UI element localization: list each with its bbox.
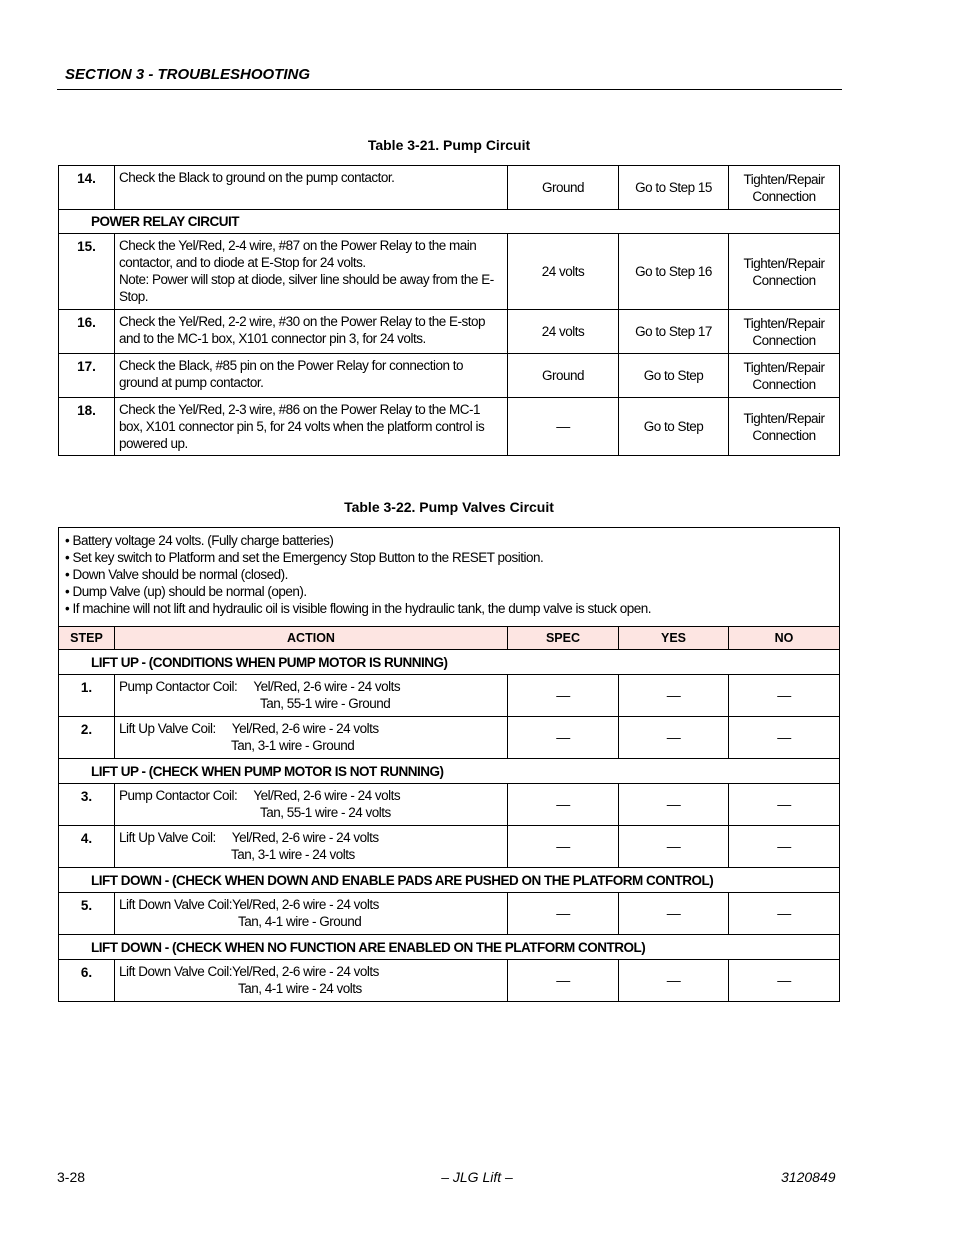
- document-number: 3120849: [781, 1169, 836, 1185]
- step-number: 3.: [59, 784, 115, 826]
- table-row: [59, 354, 840, 398]
- table-row: [59, 893, 840, 935]
- action-cell: Pump Contactor Coil: Yel/Red, 2-6 wire - 24 volts Tan, 55-1 wire - Ground: [115, 675, 508, 717]
- no-cell: —: [729, 675, 840, 717]
- table-row: [59, 717, 840, 759]
- action-cell: Check the Yel/Red, 2-2 wire, #30 on the Power Relay to the E-stop and to the MC-1 box, X101 connector pin 3, for 24 volts.: [115, 310, 508, 354]
- action-cell: Check the Black, #85 pin on the Power Relay for connection to ground at pump contactor.: [115, 354, 508, 398]
- no-cell: —: [729, 826, 840, 868]
- spec-cell: Ground: [508, 354, 619, 398]
- spec-cell: —: [508, 398, 619, 456]
- step-number: 5.: [59, 893, 115, 935]
- yes-cell: —: [619, 960, 729, 1002]
- spec-cell: Ground: [508, 166, 619, 210]
- no-cell: Tighten/Repair Connection: [729, 166, 840, 210]
- step-number: 1.: [59, 675, 115, 717]
- step-number: 6.: [59, 960, 115, 1002]
- pump-valves-table: [58, 527, 840, 1002]
- page-number: 3-28: [57, 1169, 86, 1185]
- subheader-row: [59, 210, 840, 234]
- header-rule: [57, 89, 842, 90]
- step-number: 14.: [59, 166, 115, 210]
- action-cell: Lift Down Valve Coil:Yel/Red, 2-6 wire - 24 volts Tan, 4-1 wire - Ground: [115, 893, 508, 935]
- subheader-row: [59, 759, 840, 784]
- yes-cell: —: [619, 784, 729, 826]
- subheader-lift-down-no-function: LIFT DOWN - (CHECK WHEN NO FUNCTION ARE ENABLED ON THE PLATFORM CONTROL): [59, 935, 840, 960]
- table-row: [59, 310, 840, 354]
- spec-cell: 24 volts: [508, 310, 619, 354]
- table-row: [59, 166, 840, 210]
- no-cell: Tighten/Repair Connection: [729, 234, 840, 310]
- footer-brand: – JLG Lift –: [441, 1169, 513, 1185]
- list-item: • Battery voltage 24 volts. (Fully charge batteries): [65, 533, 334, 548]
- yes-cell: —: [619, 893, 729, 935]
- subheader-lift-up-not-running: LIFT UP - (CHECK WHEN PUMP MOTOR IS NOT RUNNING): [59, 759, 840, 784]
- subheader-row: [59, 868, 840, 893]
- section-header: SECTION 3 - TROUBLESHOOTING: [65, 66, 311, 83]
- spec-cell: —: [508, 717, 619, 759]
- subheader-lift-down-pads: LIFT DOWN - (CHECK WHEN DOWN AND ENABLE PADS ARE PUSHED ON THE PLATFORM CONTROL): [59, 868, 840, 893]
- yes-cell: Go to Step 15: [619, 166, 729, 210]
- table-row: [59, 398, 840, 456]
- yes-cell: —: [619, 675, 729, 717]
- subheader-power-relay: POWER RELAY CIRCUIT: [59, 210, 840, 234]
- table-row: [59, 675, 840, 717]
- no-cell: Tighten/Repair Connection: [729, 398, 840, 456]
- spec-cell: —: [508, 893, 619, 935]
- yes-cell: Go to Step 16: [619, 234, 729, 310]
- spec-cell: 24 volts: [508, 234, 619, 310]
- table-row: [59, 234, 840, 310]
- list-item: • If machine will not lift and hydraulic oil is visible flowing in the hydraulic tank, the dump valve is stuck open.: [65, 601, 652, 616]
- subheader-row: [59, 935, 840, 960]
- action-cell: Check the Black to ground on the pump contactor.: [115, 166, 508, 210]
- column-header-spec: SPEC: [508, 627, 619, 650]
- subheader-row: [59, 650, 840, 675]
- spec-cell: —: [508, 826, 619, 868]
- no-cell: —: [729, 717, 840, 759]
- no-cell: —: [729, 893, 840, 935]
- action-cell: Pump Contactor Coil: Yel/Red, 2-6 wire - 24 volts Tan, 55-1 wire - 24 volts: [115, 784, 508, 826]
- table2-caption: Table 3-22. Pump Valves Circuit: [344, 499, 554, 515]
- column-header-row: [59, 627, 840, 650]
- column-header-no: NO: [729, 627, 840, 650]
- spec-cell: —: [508, 784, 619, 826]
- action-cell: Lift Up Valve Coil: Yel/Red, 2-6 wire - 24 volts Tan, 3-1 wire - 24 volts: [115, 826, 508, 868]
- notes-row: [59, 528, 840, 627]
- yes-cell: —: [619, 717, 729, 759]
- table-row: [59, 960, 840, 1002]
- column-header-action: ACTION: [115, 627, 508, 650]
- yes-cell: —: [619, 826, 729, 868]
- notes-list: [59, 528, 840, 627]
- step-number: 17.: [59, 354, 115, 398]
- spec-cell: —: [508, 675, 619, 717]
- yes-cell: Go to Step 17: [619, 310, 729, 354]
- subheader-lift-up-running: LIFT UP - (CONDITIONS WHEN PUMP MOTOR IS RUNNING): [59, 650, 840, 675]
- step-number: 4.: [59, 826, 115, 868]
- step-number: 2.: [59, 717, 115, 759]
- no-cell: Tighten/Repair Connection: [729, 310, 840, 354]
- no-cell: —: [729, 960, 840, 1002]
- no-cell: Tighten/Repair Connection: [729, 354, 840, 398]
- table-row: [59, 826, 840, 868]
- column-header-yes: YES: [619, 627, 729, 650]
- step-number: 15.: [59, 234, 115, 310]
- step-number: 16.: [59, 310, 115, 354]
- action-cell: Check the Yel/Red, 2-4 wire, #87 on the Power Relay to the main contactor, and to diode at E-Stop for 24 volts. Note: Power will stop at diode, silver line should be away from the E- Stop.: [115, 234, 508, 310]
- action-cell: Lift Down Valve Coil:Yel/Red, 2-6 wire - 24 volts Tan, 4-1 wire - 24 volts: [115, 960, 508, 1002]
- list-item: • Down Valve should be normal (closed).: [65, 567, 288, 582]
- list-item: • Set key switch to Platform and set the Emergency Stop Button to the RESET position.: [65, 550, 544, 565]
- yes-cell: Go to Step: [619, 354, 729, 398]
- no-cell: —: [729, 784, 840, 826]
- action-cell: Lift Up Valve Coil: Yel/Red, 2-6 wire - 24 volts Tan, 3-1 wire - Ground: [115, 717, 508, 759]
- yes-cell: Go to Step: [619, 398, 729, 456]
- table1-caption: Table 3-21. Pump Circuit: [367, 137, 531, 153]
- table-row: [59, 784, 840, 826]
- list-item: • Dump Valve (up) should be normal (open).: [65, 584, 307, 599]
- step-number: 18.: [59, 398, 115, 456]
- column-header-step: STEP: [59, 627, 115, 650]
- pump-circuit-table: [58, 165, 840, 456]
- action-cell: Check the Yel/Red, 2-3 wire, #86 on the Power Relay to the MC-1 box, X101 connector pin 5, for 24 volts when the platform control is powered up.: [115, 398, 508, 456]
- spec-cell: —: [508, 960, 619, 1002]
